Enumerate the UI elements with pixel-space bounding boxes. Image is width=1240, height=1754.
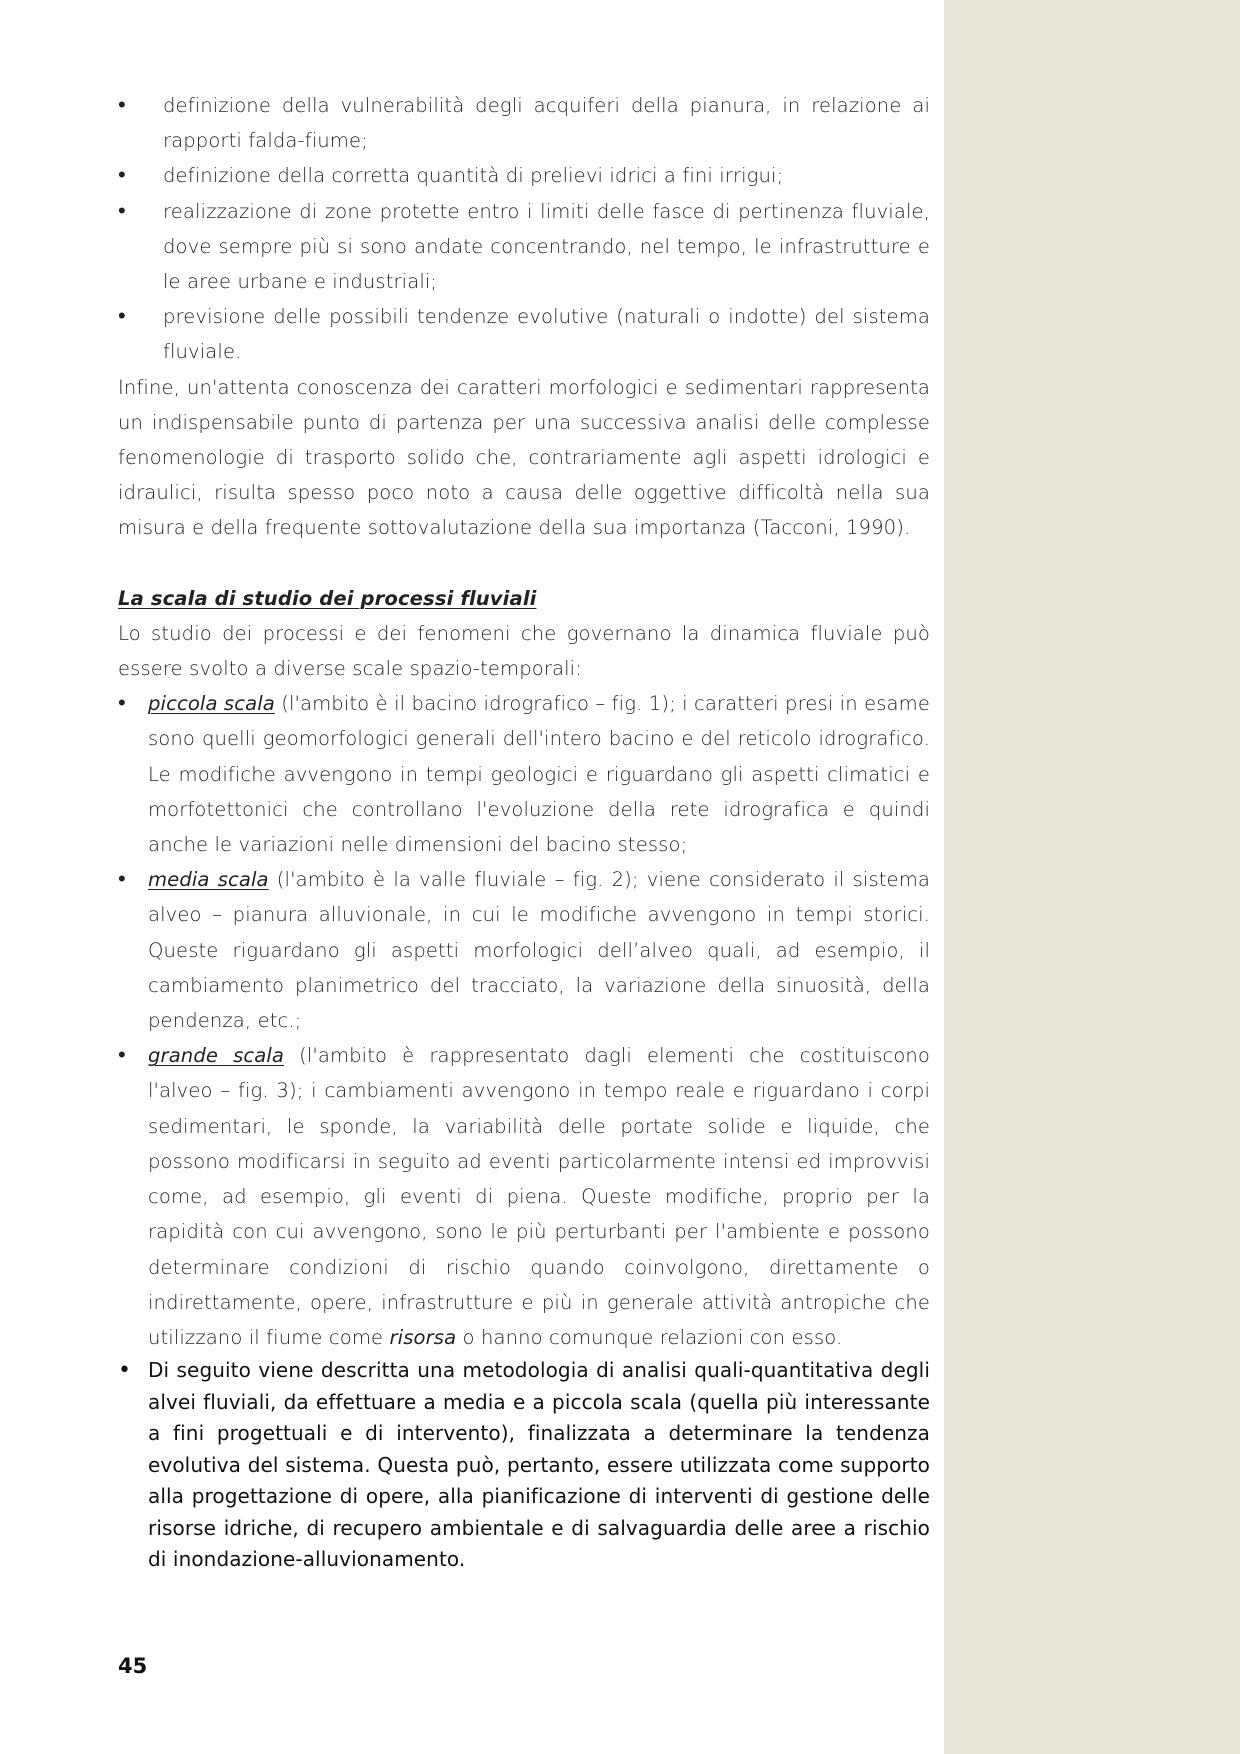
scale-term: grande scala — [148, 1044, 285, 1068]
scale-term: media scala — [148, 868, 269, 892]
scale-description-end: o hanno comunque relazioni con esso. — [456, 1325, 843, 1349]
methodology-list — [118, 1355, 930, 1576]
emphasis-text: risorsa — [389, 1325, 457, 1349]
list-item-methodology: • Di seguito viene descritta una metodologia di analisi quali-quantitativa degli alvei fluviali, da effettuare a media e a piccola scala (quella più interessante a fini progettuali e di intervento), finalizzata a determinare la tendenza evolutiva del sistema. Questa può, pertanto, essere utilizzata come supporto alla progettazione di opere, alla pianificazione di interventi di gestione delle risorse idriche, di recupero ambientale e di salvaguardia delle aree a rischio di inondazione-alluvionamento. — [118, 1355, 930, 1576]
scales-list — [118, 686, 930, 1355]
list-item: • previsione delle possibili tendenze evolutive (naturali o indotte) del sistema fluviale. — [118, 299, 930, 369]
scale-description: (l'ambito è il bacino idrografico – fig. 1); i caratteri presi in esame sono quelli geomorfologici generali dell'intero bacino e del reticolo idrografico. Le modifiche avvengono in tempi geologici e riguardano gli aspetti climatici e morfotettonici che controllano l'evoluzione della rete idrografica e quindi anche le variazioni nelle dimensioni del bacino stesso; — [148, 692, 930, 857]
page-number: 45 — [118, 1654, 148, 1678]
list-item-small-scale — [118, 686, 930, 862]
scale-term: piccola scala — [148, 692, 275, 716]
list-item-large-scale — [118, 1038, 930, 1355]
section-intro: Lo studio dei processi e dei fenomeni che governano la dinamica fluviale può essere svolto a diverse scale spazio-temporali: — [118, 621, 930, 681]
closing-paragraph: Infine, un'attenta conoscenza dei caratteri morfologici e sedimentari rappresenta un indispensabile punto di partenza per una successiva analisi delle complesse fenomenologie di trasporto solido che, contrariamente agli aspetti idrologici e idraulici, risulta spesso poco noto a causa delle oggettive difficoltà nella sua misura e della frequente sottovalutazione della sua importanza (Tacconi, 1990). — [118, 375, 930, 540]
section-heading: La scala di studio dei processi fluviali — [118, 586, 537, 610]
list-item: • realizzazione di zone protette entro i limiti delle fasce di pertinenza fluviale, dove sempre più si sono andate concentrando, nel tempo, le infrastrutture e le aree urbane e industriali; — [118, 194, 930, 300]
scale-description: (l'ambito è la valle fluviale – fig. 2); viene considerato il sistema alveo – pianura alluvionale, in cui le modifiche avvengono in tempi storici. Queste riguardano gli aspetti morfologici dell’alveo quali, ad esempio, il cambiamento planimetrico del tracciato, la variazione della sinuosità, della pendenza, etc.; — [148, 868, 930, 1033]
scale-description: (l'ambito è rappresentato dagli elementi che costituiscono l'alveo – fig. 3); i cambiamenti avvengono in tempo reale e riguardano i corpi sedimentari, le sponde, la variabilità delle portate solide e liquide, che possono modificarsi in seguito ad eventi particolarmente intensi ed improvvisi come, ad esempio, gli eventi di piena. Queste modifiche, proprio per la rapidità con cui avvengono, sono le più perturbanti per l'ambiente e possono determinare condizioni di rischio quando coinvolgono, direttamente o indirettamente, opere, infrastrutture e più in generale attività antropiche che utilizzano il fiume come — [148, 1044, 931, 1349]
objectives-list — [118, 88, 930, 370]
page-margin-band — [944, 0, 1240, 1754]
list-item-medium-scale — [118, 862, 930, 1038]
page-body — [118, 88, 930, 1576]
list-item: • definizione della vulnerabilità degli acquiferi della pianura, in relazione ai rapporti falda-fiume; — [118, 88, 930, 158]
list-item: • definizione della corretta quantità di prelievi idrici a fini irrigui; — [118, 158, 930, 193]
spacer — [118, 546, 930, 581]
